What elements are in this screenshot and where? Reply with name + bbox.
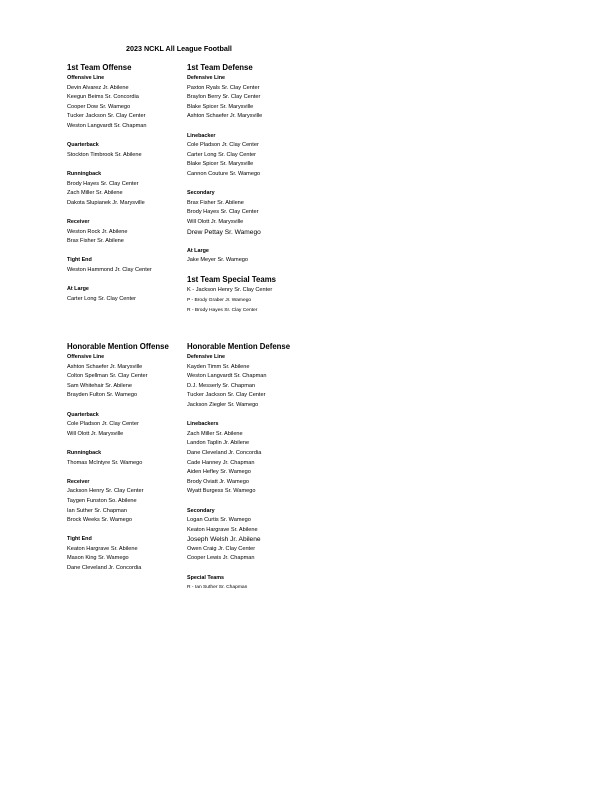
player-entry: Jake Meyer Sr. Wamego xyxy=(187,257,249,264)
player-entry: Aiden Hefley Sr. Wamego xyxy=(187,469,251,476)
player-entry: Keaton Hargrave Sr. Abilene xyxy=(187,526,258,533)
player-entry: Sam Whitehair Sr. Abilene xyxy=(67,382,132,389)
player-entry: Cooper Dow Sr. Wamego xyxy=(67,103,131,110)
group-label-tight-end: Tight End xyxy=(67,536,92,543)
player-entry: Paxton Ryals Sr. Clay Center xyxy=(187,84,260,91)
section-title: Honorable Mention Offense xyxy=(67,342,169,351)
player-entry: Cade Hanney Jr. Chapman xyxy=(187,459,255,466)
player-entry: Brayden Fulton Sr. Wamego xyxy=(67,392,138,399)
group-label-linebackers: Linebackers xyxy=(187,421,219,428)
group-label-quarterback: Quarterback xyxy=(67,411,99,418)
player-entry: Brock Weeks Sr. Wamego xyxy=(67,517,132,524)
group-label-defensive-line: Defensive Line xyxy=(187,75,226,81)
player-entry: Cole Pladson Jr. Clay Center xyxy=(187,142,259,149)
player-entry: Brax Fisher Sr. Abilene xyxy=(67,238,124,245)
player-entry: Carter Long Sr. Clay Center xyxy=(187,151,257,158)
section-title: 1st Team Defense xyxy=(187,63,253,72)
player-entry: K - Jackson Henry Sr. Clay Center xyxy=(187,287,273,294)
player-entry: Ashton Schaefer Jr. Marysville xyxy=(187,113,263,120)
player-entry: Blake Spicer Sr. Marysville xyxy=(187,103,254,110)
player-entry: D.J. Messerly Sr. Chapman xyxy=(187,382,256,389)
group-label-at-large: At Large xyxy=(67,286,89,293)
group-label-secondary: Secondary xyxy=(187,507,215,514)
player-entry: Ian Suther Sr. Chapman xyxy=(67,507,128,514)
player-entry: Ashton Schaefer Jr. Marysville xyxy=(67,363,143,370)
player-entry: Brody Oviatt Jr. Wamego xyxy=(187,478,249,485)
player-entry: Will Olott Jr. Marysville xyxy=(187,218,244,225)
player-entry: Owen Craig Jr. Clay Center xyxy=(187,545,256,552)
player-entry: Dane Cleveland Jr. Concordia xyxy=(187,449,262,456)
player-entry: Zach Miller Sr. Abilene xyxy=(187,430,243,437)
player-entry: Will Olott Jr. Marysville xyxy=(67,430,124,437)
first-team-defense-column xyxy=(187,63,305,315)
player-entry: Joseph Welsh Jr. Abilene xyxy=(187,536,261,544)
player-entry: Dakota Slupianek Jr. Marysville xyxy=(67,199,145,206)
player-entry: P - Brody Graber Jr. Wamego xyxy=(187,298,252,304)
player-entry: Drew Pettay Sr. Wamego xyxy=(187,228,261,236)
player-entry: Tucker Jackson Sr. Clay Center xyxy=(67,113,146,120)
player-entry: Zach Miller Sr. Abilene xyxy=(67,190,123,197)
group-label-offensive-line: Offensive Line xyxy=(67,75,105,81)
group-label-special-teams: Special Teams xyxy=(187,574,225,581)
group-label-receiver: Receiver xyxy=(67,478,90,485)
player-entry: Keegun Beims Sr. Concordia xyxy=(67,94,139,101)
player-entry: Brody Hayes Sr. Clay Center xyxy=(67,180,139,187)
player-entry: Mason King Sr. Wamego xyxy=(67,555,129,562)
player-entry: R - Brody Hayes Sr. Clay Center xyxy=(187,307,258,313)
player-entry: Devin Alvarez Jr. Abilene xyxy=(67,84,129,91)
hm-defense-column xyxy=(187,342,305,593)
group-label-tight-end: Tight End xyxy=(67,257,92,264)
player-entry: Jackson Henry Sr. Clay Center xyxy=(67,488,144,495)
player-entry: Tucker Jackson Sr. Clay Center xyxy=(187,392,266,399)
player-entry: Weston Hammond Jr. Clay Center xyxy=(67,266,152,273)
player-entry: Stockton Timbrook Sr. Abilene xyxy=(67,151,142,158)
player-entry: Kayden Timm Sr. Abilene xyxy=(187,363,250,370)
player-entry: Carter Long Sr. Clay Center xyxy=(67,295,137,302)
player-entry: Weston Langvardt Sr. Chapman xyxy=(187,373,267,380)
group-label-quarterback: Quarterback xyxy=(67,142,99,149)
player-entry: Brax Fisher Sr. Abilene xyxy=(187,199,244,206)
player-entry: Wyatt Burgess Sr. Wamego xyxy=(187,488,256,495)
player-entry: R - Ian Suther Sr. Chapman xyxy=(187,585,248,591)
player-entry: Jackson Ziegler Sr. Wamego xyxy=(187,401,259,408)
group-label-secondary: Secondary xyxy=(187,190,215,197)
document-title: 2023 NCKL All League Football xyxy=(126,44,232,53)
player-entry: Blake Spicer Sr. Marysville xyxy=(187,161,254,168)
player-entry: Cole Pladson Jr. Clay Center xyxy=(67,421,139,428)
group-label-linebacker: Linebacker xyxy=(187,132,216,139)
player-entry: Weston Langvardt Sr. Chapman xyxy=(67,122,147,129)
group-label-runningback: Runningback xyxy=(67,449,102,456)
player-entry: Thomas McIntyre Sr. Wamego xyxy=(67,459,143,466)
group-label-defensive-line: Defensive Line xyxy=(187,354,226,360)
group-label-at-large: At Large xyxy=(187,247,209,254)
player-entry: Taygen Funston So. Abilene xyxy=(67,497,137,504)
player-entry: Dane Cleveland Jr. Concordia xyxy=(67,565,142,572)
group-label-offensive-line: Offensive Line xyxy=(67,354,105,360)
player-entry: Weston Rock Jr. Abilene xyxy=(67,228,128,235)
section-title: 1st Team Offense xyxy=(67,63,132,72)
player-entry: Landon Taplin Jr. Abilene xyxy=(187,440,250,447)
player-entry: Brody Hayes Sr. Clay Center xyxy=(187,209,259,216)
first-team-offense-column xyxy=(67,63,185,304)
group-label-runningback: Runningback xyxy=(67,170,102,177)
section-title: Honorable Mention Defense xyxy=(187,342,291,351)
player-entry: Keaton Hargrave Sr. Abilene xyxy=(67,545,138,552)
hm-offense-column xyxy=(67,342,185,574)
player-entry: Logan Curtis Sr. Wamego xyxy=(187,517,251,524)
player-entry: Cooper Lewis Jr. Chapman xyxy=(187,555,255,562)
player-entry: Braylon Berry Sr. Clay Center xyxy=(187,94,261,101)
player-entry: Colton Spellman Sr. Clay Center xyxy=(67,373,148,380)
group-label-receiver: Receiver xyxy=(67,218,90,225)
player-entry: Cannon Couture Sr. Wamego xyxy=(187,170,261,177)
section-title: 1st Team Special Teams xyxy=(187,275,276,285)
